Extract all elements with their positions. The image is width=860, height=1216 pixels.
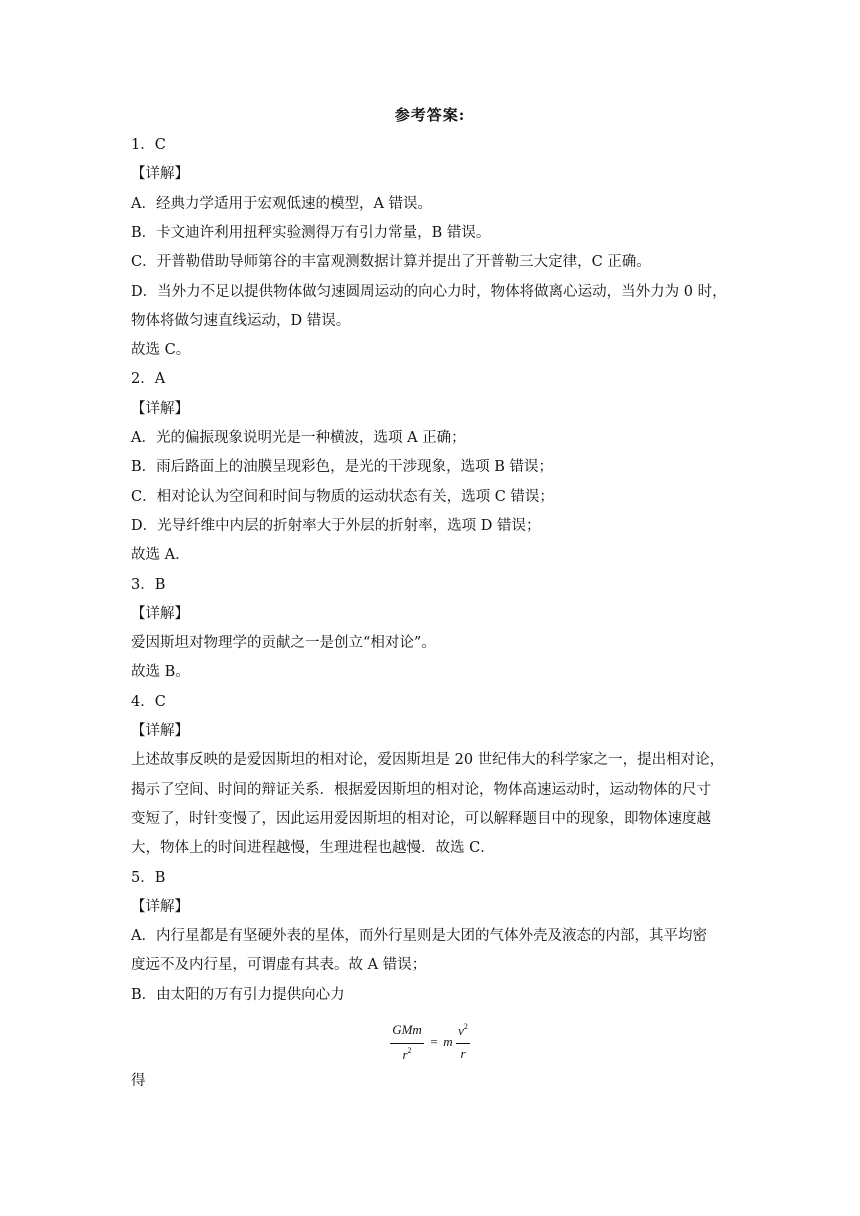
formula-right-fraction-bar — [456, 1043, 470, 1044]
formula-coefficient: m — [443, 1034, 453, 1049]
page-title: 参考答案: — [394, 106, 466, 124]
text-line: C．相对论认为空间和时间与物质的运动状态有关，选项 C 错误； — [131, 489, 554, 505]
text-line: B．由太阳的万有引力提供向心力 — [131, 987, 345, 1003]
text-line: 故选 A． — [131, 547, 190, 563]
text-line: A．光的偏振现象说明光是一种横波，选项 A 正确； — [131, 430, 466, 446]
text-line: 【详解】 — [131, 401, 189, 417]
text-line: 2．A — [131, 371, 166, 387]
formula-right-denominator: r — [460, 1046, 466, 1061]
text-line: 【详解】 — [131, 723, 189, 739]
text-line: 大，物体上的时间进程越慢，生理进程也越慢．故选 C． — [131, 840, 495, 856]
text-line: D．光导纤维中内层的折射率大于外层的折射率，选项 D 错误； — [131, 518, 541, 534]
text-line: 【详解】 — [131, 606, 189, 622]
text-line: 物体将做匀速直线运动，D 错误。 — [131, 313, 351, 329]
formula-left-denominator: $r^2$ — [402, 1046, 412, 1062]
text-line: 【详解】 — [131, 899, 189, 915]
text-line: 【详解】 — [131, 166, 189, 182]
text-line: B．雨后路面上的油膜呈现彩色，是光的干涉现象，选项 B 错误； — [131, 459, 554, 475]
formula-right-numerator: $v^2$ — [458, 1022, 468, 1038]
text-line: 变短了，时针变慢了，因此运用爱因斯坦的相对论，可以解释题目中的现象，即物体速度越 — [131, 811, 711, 827]
text-line: 1．C — [131, 137, 166, 153]
formula-left-fraction-bar — [390, 1043, 424, 1044]
text-line: 4．C — [131, 694, 166, 710]
text-line: C．开普勒借助导师第谷的丰富观测数据计算并提出了开普勒三大定律，C 正确。 — [131, 254, 651, 270]
text-line: 故选 C。 — [131, 342, 191, 358]
text-line: A．经典力学适用于宏观低速的模型，A 错误。 — [131, 196, 433, 212]
text-line: 3．B — [131, 577, 166, 593]
text-line: 度远不及内行星，可谓虚有其表。故 A 错误； — [131, 957, 427, 973]
text-line-after-formula: 得 — [131, 1073, 146, 1089]
text-line: 5．B — [131, 870, 166, 886]
text-line: 揭示了空间、时间的辩证关系．根据爱因斯坦的相对论，物体高速运动时，运动物体的尺寸 — [131, 782, 711, 798]
formula-equals: = — [430, 1034, 438, 1049]
text-line: B．卡文迪许利用扭秤实验测得万有引力常量，B 错误。 — [131, 225, 491, 241]
text-line: 上述故事反映的是爱因斯坦的相对论，爱因斯坦是 20 世纪伟大的科学家之一，提出相对论， — [131, 752, 725, 768]
formula-left-numerator: GMm — [392, 1022, 422, 1037]
text-line: A．内行星都是有坚硬外表的星体，而外行星则是大团的气体外壳及液态的内部，其平均密 — [131, 928, 707, 944]
text-line: D．当外力不足以提供物体做匀速圆周运动的向心力时，物体将做离心运动，当外力为 0 时， — [131, 284, 727, 300]
text-line: 故选 B。 — [131, 664, 190, 680]
text-line: 爱因斯坦对物理学的贡献之一是创立“相对论”。 — [131, 635, 436, 651]
formula — [388, 1022, 478, 1066]
